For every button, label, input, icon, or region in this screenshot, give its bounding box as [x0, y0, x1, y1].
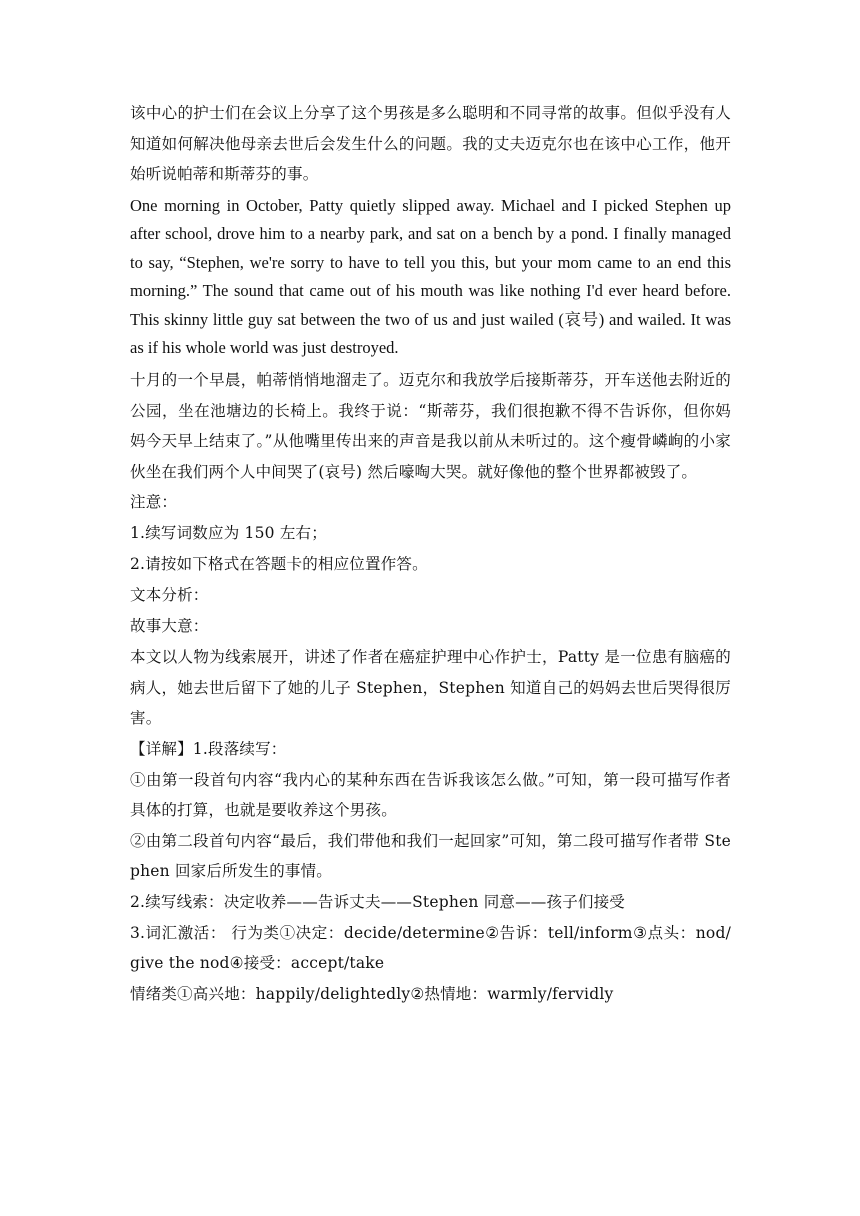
- paragraph-english-story: One morning in October, Patty quietly slipped away. Michael and I picked Stephen up after school, drove him to a nearby park, and sat on a bench by a pond. I finally managed to say, “Stephen, we're sorry to have to tell you this, but your mom came to an end this morning.” The sound that came out of his mouth was like nothing I'd ever heard before. This skinny little guy sat between the two of us and just wailed (哀号) and wailed. It was as if his whole world was just destroyed.: [130, 195, 731, 358]
- notice-item-word-count: 1.续写词数应为 150 左右；: [130, 524, 327, 543]
- explanation-point-one: ①由第一段首句内容“我内心的某种东西在告诉我该怎么做。”可知，第一段可描写作者具体的打算，也就是要收养这个男孩。: [130, 770, 731, 820]
- writing-clues: 2.续写线索：决定收养——告诉丈夫——Stephen 同意——孩子们接受: [130, 892, 625, 911]
- explanation-point-two: ②由第二段首句内容“最后，我们带他和我们一起回家”可知，第二段可描写作者带 Stephen 回家后所发生的事情。: [130, 831, 731, 881]
- notice-heading: 注意：: [130, 493, 178, 512]
- vocabulary-actions: 3.词汇激活： 行为类①决定：decide/determine②告诉：tell/inform③点头：nod/give the nod④接受：accept/take: [130, 923, 731, 973]
- document-body: [130, 98, 731, 1010]
- explanation-heading: 【详解】1.段落续写：: [130, 739, 287, 758]
- notice-item-format: 2.请按如下格式在答题卡的相应位置作答。: [130, 555, 428, 574]
- story-summary-heading: 故事大意：: [130, 617, 209, 636]
- vocabulary-emotions: 情绪类①高兴地：happily/delightedly②热情地：warmly/fervidly: [130, 984, 614, 1003]
- paragraph-chinese-translation: 十月的一个早晨，帕蒂悄悄地溜走了。迈克尔和我放学后接斯蒂芬，开车送他去附近的公园，坐在池塘边的长椅上。我终于说：“斯蒂芬，我们很抱歉不得不告诉你，但你妈妈今天早上结束了。”从他嘴里传出来的声音是我以前从未听过的。这个瘦骨嶙峋的小家伙坐在我们两个人中间哭了(哀号) 然后嚎啕大哭。就好像他的整个世界都被毁了。: [130, 371, 731, 481]
- text-analysis-heading: 文本分析：: [130, 586, 209, 605]
- paragraph-nurses-shared-story: 该中心的护士们在会议上分享了这个男孩是多么聪明和不同寻常的故事。但似乎没有人知道如何解决他母亲去世后会发生什么的问题。我的丈夫迈克尔也在该中心工作，他开始听说帕蒂和斯蒂芬的事。: [130, 104, 731, 183]
- story-summary: 本文以人物为线索展开，讲述了作者在癌症护理中心作护士，Patty 是一位患有脑癌的病人，她去世后留下了她的儿子 Stephen，Stephen 知道自己的妈妈去世后哭得很厉害。: [130, 648, 731, 728]
